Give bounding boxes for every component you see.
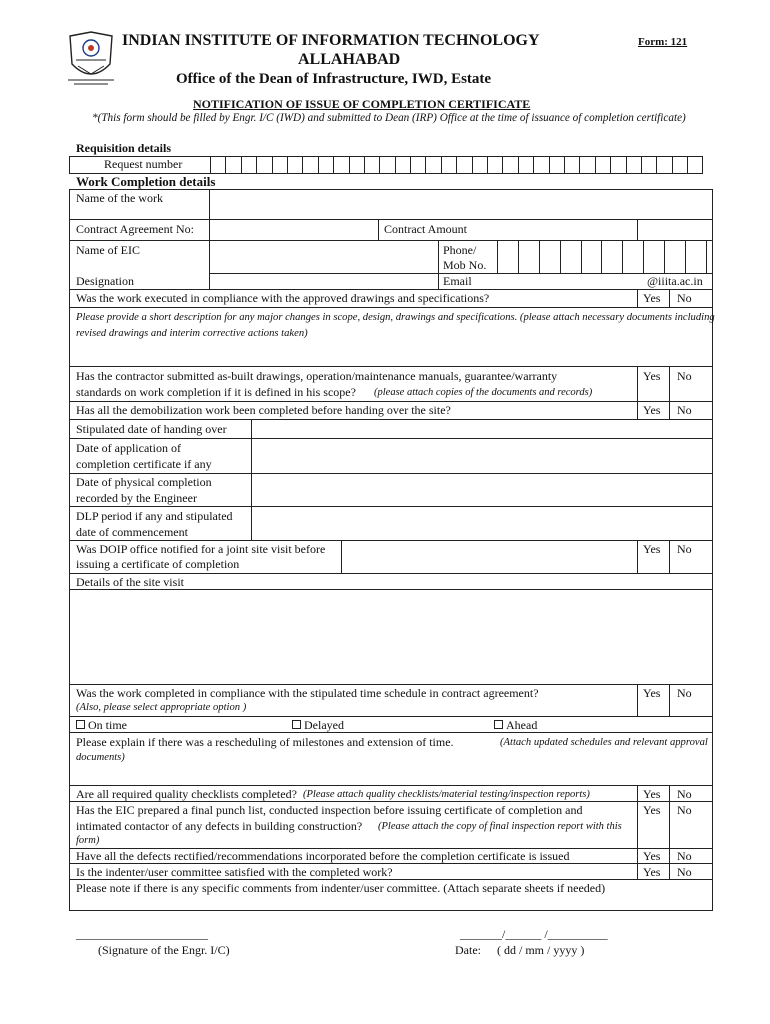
q-asbuilt-1: Has the contractor submitted as-built drawings, operation/maintenance manuals, guarantee/warranty <box>76 369 558 383</box>
explain-2-note: documents) <box>76 752 125 763</box>
form-subtitle: *(This form should be filled by Engr. I/C (IWD) and submitted to Dean (IRP) Office at the time of issuance of completion certificate) <box>92 112 686 124</box>
email-domain: @iiita.ac.in <box>647 274 703 288</box>
on-time-checkbox[interactable] <box>76 720 85 729</box>
signature-label: (Signature of the Engr. I/C) <box>98 943 230 957</box>
q-schedule-no[interactable]: No <box>677 686 692 700</box>
delayed-label: Delayed <box>304 718 344 732</box>
q-defects-no[interactable]: No <box>677 849 692 863</box>
q-demob-no[interactable]: No <box>677 403 692 417</box>
contract-agreement-label: Contract Agreement No: <box>76 222 194 236</box>
q-drawings-note-1: Please provide a short description for any major changes in scope, design, drawings and specifications. (please attach necessary documents including <box>76 312 715 323</box>
q-doip-1: Was DOIP office notified for a joint site visit before <box>76 542 326 556</box>
option-ahead[interactable] <box>494 717 537 733</box>
name-of-work-input[interactable] <box>210 190 712 218</box>
option-delayed[interactable] <box>292 717 344 733</box>
q-asbuilt-2-note: (please attach copies of the documents and records) <box>374 387 593 398</box>
application-date-label-2: completion certificate if any <box>76 457 212 471</box>
q-punch-2-note: (Please attach the copy of final inspection report with this <box>378 821 622 832</box>
form-number: Form: 121 <box>638 36 688 48</box>
request-number-cells[interactable] <box>210 157 688 173</box>
site-visit-label: Details of the site visit <box>76 575 184 589</box>
q-demob-yes[interactable]: Yes <box>643 403 661 417</box>
q-drawings-yes[interactable]: Yes <box>643 291 661 305</box>
physical-date-label-2: recorded by the Engineer <box>76 491 197 505</box>
q-indenter-yes[interactable]: Yes <box>643 865 661 879</box>
q-indenter-no[interactable]: No <box>677 865 692 879</box>
phone-label-1: Phone/ <box>443 243 477 257</box>
q-defects: Have all the defects rectified/recommendations incorporated before the completion certificate is issued <box>76 849 570 863</box>
q-quality-note: (Please attach quality checklists/material testing/inspection reports) <box>303 789 590 800</box>
contract-amount-input[interactable] <box>638 220 712 239</box>
q-quality-yes[interactable]: Yes <box>643 787 661 801</box>
explain-1-note: (Attach updated schedules and relevant approval <box>500 737 708 748</box>
q-defects-yes[interactable]: Yes <box>643 849 661 863</box>
q-doip-2: issuing a certificate of completion <box>76 557 240 571</box>
q-asbuilt-2: standards on work completion if it is defined in his scope? <box>76 385 356 399</box>
contract-agreement-input[interactable] <box>210 220 377 239</box>
q-drawings-note-2: revised drawings and interim corrective actions taken) <box>76 328 308 339</box>
form-title: NOTIFICATION OF ISSUE OF COMPLETION CERTIFICATE <box>193 97 531 111</box>
comments-input[interactable] <box>70 896 712 910</box>
q-punch-no[interactable]: No <box>677 803 692 817</box>
ahead-label: Ahead <box>506 718 538 732</box>
name-of-work-label: Name of the work <box>76 191 163 205</box>
institute-name: INDIAN INSTITUTE OF INFORMATION TECHNOLOGY <box>122 32 540 49</box>
q-comments: Please note if there is any specific comments from indenter/user committee. (Attach separate sheets if needed) <box>76 881 606 895</box>
application-date-label-1: Date of application of <box>76 441 181 455</box>
signature-line[interactable]: ______________________ <box>76 927 208 941</box>
on-time-label: On time <box>88 718 127 732</box>
q-quality: Are all required quality checklists completed? <box>76 787 297 801</box>
dlp-label-1: DLP period if any and stipulated <box>76 509 233 523</box>
q-quality-no[interactable]: No <box>677 787 692 801</box>
name-of-eic-label: Name of EIC <box>76 243 140 257</box>
phone-label-2: Mob No. <box>443 258 487 272</box>
work-completion-heading: Work Completion details <box>76 174 216 189</box>
explain-1: Please explain if there was a rescheduling of milestones and extension of time. <box>76 735 454 749</box>
q-punch-2: intimated contactor of any defects in building construction? <box>76 819 363 833</box>
q-doip-yes[interactable]: Yes <box>643 542 661 556</box>
q-drawings: Was the work executed in compliance with the approved drawings and specifications? <box>76 291 490 305</box>
institute-logo <box>66 30 116 88</box>
q-asbuilt-no[interactable]: No <box>677 369 692 383</box>
date-format: ( dd / mm / yyyy ) <box>497 943 585 957</box>
q-punch-3-note: form) <box>76 835 100 846</box>
dlp-label-2: date of commencement <box>76 525 188 539</box>
delayed-checkbox[interactable] <box>292 720 301 729</box>
q-doip-no[interactable]: No <box>677 542 692 556</box>
site-visit-input[interactable] <box>70 590 712 683</box>
office-name: Office of the Dean of Infrastructure, IWD, Estate <box>176 71 492 87</box>
q-schedule-note: (Also, please select appropriate option ) <box>76 702 247 713</box>
requisition-heading: Requisition details <box>76 141 172 155</box>
date-label: Date: <box>455 943 481 957</box>
institute-city: ALLAHABAD <box>298 51 401 68</box>
email-label: Email <box>443 274 472 288</box>
request-number-label: Request number <box>104 157 183 171</box>
date-line[interactable]: _______/______ /__________ <box>460 927 608 941</box>
contract-amount-label: Contract Amount <box>384 222 467 236</box>
q-schedule-yes[interactable]: Yes <box>643 686 661 700</box>
q-indenter: Is the indenter/user committee satisfied with the completed work? <box>76 865 393 879</box>
ahead-checkbox[interactable] <box>494 720 503 729</box>
name-of-eic-input[interactable] <box>210 241 437 288</box>
q-schedule: Was the work completed in compliance with the stipulated time schedule in contract agreement? <box>76 686 539 700</box>
physical-date-label-1: Date of physical completion <box>76 475 212 489</box>
q-asbuilt-yes[interactable]: Yes <box>643 369 661 383</box>
q-demob: Has all the demobilization work been completed before handing over the site? <box>76 403 451 417</box>
designation-label: Designation <box>76 274 134 288</box>
phone-number-cells[interactable] <box>497 241 707 273</box>
q-drawings-no[interactable]: No <box>677 291 692 305</box>
q-punch-yes[interactable]: Yes <box>643 803 661 817</box>
q-punch-1: Has the EIC prepared a final punch list, conducted inspection before issuing certificate of completion and <box>76 803 583 817</box>
stipulated-date-label: Stipulated date of handing over <box>76 422 227 436</box>
option-on-time[interactable] <box>76 717 127 733</box>
